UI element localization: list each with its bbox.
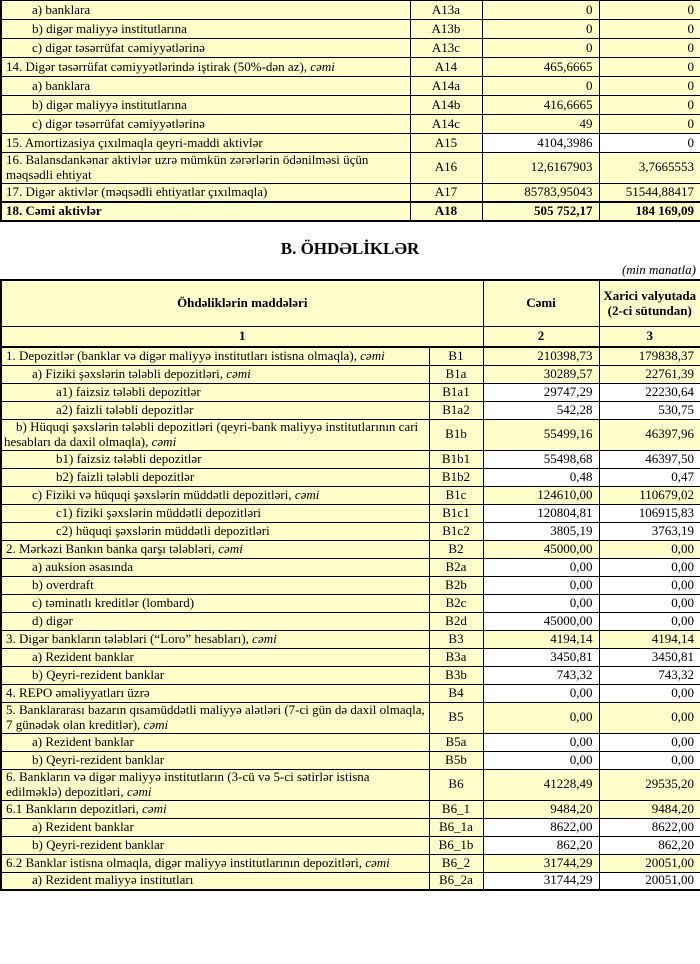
item-code: A14c	[410, 115, 482, 134]
value-foreign: 9484,20	[599, 800, 700, 818]
table-row	[1, 751, 700, 769]
value-foreign: 106915,83	[599, 504, 700, 522]
value-total: 29747,29	[483, 383, 599, 401]
value-foreign: 0,00	[599, 684, 700, 702]
item-label: c) digər təsərrüfat cəmiyyətlərinə	[1, 115, 410, 134]
value-foreign: 743,32	[599, 666, 700, 684]
item-label: 4. REPO əməliyyatları üzrə	[1, 684, 429, 702]
value-foreign: 20051,00	[599, 872, 700, 890]
item-code: B6_1	[429, 800, 483, 818]
item-label: 5. Banklararası bazarın qısamüddətli maliyyə alətləri (7-ci gün də daxil olmaqla, 7 günədək olan kreditlər), cəmi	[1, 702, 429, 733]
value-foreign: 0	[599, 77, 700, 96]
value-total: 30289,57	[483, 365, 599, 383]
table-row	[1, 854, 700, 872]
table-row	[1, 450, 700, 468]
value-foreign: 110679,02	[599, 486, 700, 504]
value-total: 0,00	[483, 594, 599, 612]
table-row	[1, 153, 700, 184]
item-label: 6. Bankların və digər maliyyə institutların (3-cü və 5-ci sətirlər istisna edilməklə) depozitləri, cəmi	[1, 769, 429, 800]
item-code: B3	[429, 630, 483, 648]
item-code: A13b	[410, 20, 482, 39]
value-total: 0,00	[483, 751, 599, 769]
item-label: b) Qeyri-rezident banklar	[1, 751, 429, 769]
value-foreign: 20051,00	[599, 854, 700, 872]
table-row	[1, 800, 700, 818]
item-code: B1c2	[429, 522, 483, 540]
item-label: b) Qeyri-rezident banklar	[1, 666, 429, 684]
value-total: 3450,81	[483, 648, 599, 666]
item-code: B1a	[429, 365, 483, 383]
table-row	[1, 522, 700, 540]
item-code: B1b	[429, 419, 483, 450]
value-foreign: 179838,37	[599, 347, 700, 365]
unit-note: (min manatla)	[621, 262, 696, 278]
table-row	[1, 594, 700, 612]
col-number-1: 1	[1, 326, 483, 347]
item-label-italic: cəmi	[360, 348, 385, 364]
item-label: b) digər maliyyə institutlarına	[1, 96, 410, 115]
item-label: b) overdraft	[1, 576, 429, 594]
col-number-2: 2	[483, 326, 599, 347]
item-code: B5b	[429, 751, 483, 769]
table-row	[1, 836, 700, 854]
value-foreign: 0,00	[599, 733, 700, 751]
item-code: B5a	[429, 733, 483, 751]
item-label: 6.1 Bankların depozitləri, cəmi	[1, 800, 429, 818]
value-foreign: 0	[599, 39, 700, 58]
value-foreign: 29535,20	[599, 769, 700, 800]
item-code: B2b	[429, 576, 483, 594]
item-label-italic: cəmi	[310, 58, 335, 74]
value-total: 9484,20	[483, 800, 599, 818]
item-label: d) digər	[1, 612, 429, 630]
value-foreign: 530,75	[599, 401, 700, 419]
value-total: 0,00	[483, 702, 599, 733]
table-row	[1, 383, 700, 401]
item-label: 2. Mərkəzi Bankın banka qarşı tələbləri, cəmi	[1, 540, 429, 558]
value-total: 743,32	[483, 666, 599, 684]
value-foreign: 0,00	[599, 576, 700, 594]
item-label-italic: cəmi	[143, 716, 169, 732]
item-label: 15. Amortizasiya çıxılmaqla qeyri-maddi aktivlər	[1, 134, 410, 153]
table-row	[1, 347, 700, 365]
value-foreign: 46397,50	[599, 450, 700, 468]
item-code: B6	[429, 769, 483, 800]
item-label: 3. Digər bankların tələbləri (“Loro” hesabları), cəmi	[1, 630, 429, 648]
item-label-italic: cəmi	[226, 365, 251, 381]
value-foreign: 0,00	[599, 612, 700, 630]
table-row	[1, 818, 700, 836]
item-label: a) Fiziki şəxslərin tələbli depozitləri, cəmi	[1, 365, 429, 383]
value-total: 41228,49	[483, 769, 599, 800]
value-total: 862,20	[483, 836, 599, 854]
table-row	[1, 630, 700, 648]
value-foreign: 0,47	[599, 468, 700, 486]
table-row	[1, 576, 700, 594]
value-total: 45000,00	[483, 540, 599, 558]
item-label-italic: cəmi	[218, 540, 243, 556]
table-row	[1, 648, 700, 666]
table-row	[1, 419, 700, 450]
item-label: 18. Cəmi aktivlər	[1, 202, 410, 221]
value-foreign: 0	[599, 58, 700, 77]
item-code: B2a	[429, 558, 483, 576]
value-foreign: 22230,64	[599, 383, 700, 401]
item-label-italic: cəmi	[365, 854, 390, 870]
table-row	[1, 183, 700, 202]
table-row	[1, 504, 700, 522]
item-code: A14	[410, 58, 482, 77]
table-row	[1, 77, 700, 96]
table-row	[1, 468, 700, 486]
item-label-italic: cəmi	[126, 783, 152, 799]
table-row	[1, 115, 700, 134]
value-total: 0,00	[483, 684, 599, 702]
value-total: 4194,14	[483, 630, 599, 648]
item-code: B2	[429, 540, 483, 558]
item-label: c) digər təsərrüfat cəmiyyətlərinə	[1, 39, 410, 58]
liabilities-table-body	[1, 347, 700, 890]
value-total: 505 752,17	[482, 202, 599, 221]
item-label: 16. Balansdankənar aktivlər uzrə mümkün zərərlərin ödənilməsi üçün məqsədli ehtiyat	[1, 153, 410, 184]
value-total: 124610,00	[483, 486, 599, 504]
item-label-italic: cəmi	[252, 630, 277, 646]
table-row	[1, 540, 700, 558]
value-foreign: 3450,81	[599, 648, 700, 666]
item-code: B1	[429, 347, 483, 365]
value-foreign: 0,00	[599, 702, 700, 733]
item-code: B4	[429, 684, 483, 702]
item-code: B1b1	[429, 450, 483, 468]
table-row	[1, 134, 700, 153]
item-label: a) Rezident banklar	[1, 733, 429, 751]
table-row	[1, 20, 700, 39]
item-label: c) Fiziki və hüquqi şəxslərin müddətli depozitləri, cəmi	[1, 486, 429, 504]
item-label: c1) fiziki şəxslərin müddətli depozitləri	[1, 504, 429, 522]
item-label: a) auksion əsasında	[1, 558, 429, 576]
item-label: a) banklara	[1, 1, 410, 20]
item-label: c2) hüquqi şəxslərin müddətli depozitləri	[1, 522, 429, 540]
col-header-foreign: Xarici valyutada (2-ci sütundan)	[599, 280, 700, 326]
value-total: 49	[482, 115, 599, 134]
item-code: B6_1a	[429, 818, 483, 836]
liabilities-table-header	[1, 280, 700, 347]
value-total: 3805,19	[483, 522, 599, 540]
value-total: 542,28	[483, 401, 599, 419]
value-foreign: 4194,14	[599, 630, 700, 648]
item-label-italic: cəmi	[142, 800, 167, 816]
value-total: 12,6167903	[482, 153, 599, 184]
value-total: 0	[482, 20, 599, 39]
value-total: 8622,00	[483, 818, 599, 836]
table-row	[1, 58, 700, 77]
item-code: A18	[410, 202, 482, 221]
item-label: 14. Digər təsərrüfat cəmiyyətlərində iştirak (50%-dən az), cəmi	[1, 58, 410, 77]
col-number-3: 3	[599, 326, 700, 347]
table-row	[1, 486, 700, 504]
value-foreign: 0	[599, 1, 700, 20]
item-code: A14a	[410, 77, 482, 96]
item-label: b) digər maliyyə institutlarına	[1, 20, 410, 39]
item-label: 1. Depozitlər (banklar və digər maliyyə institutları istisna olmaqla), cəmi	[1, 347, 429, 365]
value-total: 465,6665	[482, 58, 599, 77]
item-label: a1) faizsiz tələbli depozitlər	[1, 383, 429, 401]
value-total: 0	[482, 77, 599, 96]
value-foreign: 0	[599, 20, 700, 39]
value-foreign: 46397,96	[599, 419, 700, 450]
item-label: b) Hüquqi şəxslərin tələbli depozitləri (qeyri-bank maliyyə institutlarının cari hesabları da daxil olmaqla), cəmi	[1, 419, 429, 450]
table-row	[1, 666, 700, 684]
value-total: 210398,73	[483, 347, 599, 365]
value-total: 85783,95043	[482, 183, 599, 202]
table-row	[1, 96, 700, 115]
item-label: b) Qeyri-rezident banklar	[1, 836, 429, 854]
table-row	[1, 872, 700, 890]
table-row	[1, 702, 700, 733]
value-foreign: 862,20	[599, 836, 700, 854]
header-row	[1, 280, 700, 326]
item-label: a) Rezident banklar	[1, 818, 429, 836]
item-code: B6_2a	[429, 872, 483, 890]
item-code: A14b	[410, 96, 482, 115]
table-row	[1, 1, 700, 20]
item-code: B1c	[429, 486, 483, 504]
liabilities-table	[0, 279, 700, 891]
col-header-total: Cəmi	[483, 280, 599, 326]
item-label: b2) faizli tələbli depozitlər	[1, 468, 429, 486]
value-foreign: 0,00	[599, 594, 700, 612]
assets-table-body	[1, 1, 700, 222]
table-row	[1, 612, 700, 630]
item-label: a) Rezident maliyyə institutları	[1, 872, 429, 890]
item-code: B1a2	[429, 401, 483, 419]
value-foreign: 3763,19	[599, 522, 700, 540]
item-label: b1) faizsiz tələbli depozitlər	[1, 450, 429, 468]
value-total: 4104,3986	[482, 134, 599, 153]
value-total: 55498,68	[483, 450, 599, 468]
value-total: 120804,81	[483, 504, 599, 522]
item-code: A13a	[410, 1, 482, 20]
value-foreign: 8622,00	[599, 818, 700, 836]
column-numbers-row	[1, 326, 700, 347]
table-row	[1, 684, 700, 702]
item-label: a2) faizli tələbli depozitlər	[1, 401, 429, 419]
value-total: 0,00	[483, 576, 599, 594]
value-foreign: 0,00	[599, 540, 700, 558]
col-header-items: Öhdəliklərin maddələri	[1, 280, 483, 326]
item-label: a) banklara	[1, 77, 410, 96]
value-total: 0,00	[483, 733, 599, 751]
value-foreign: 3,7665553	[599, 153, 700, 184]
item-code: B3a	[429, 648, 483, 666]
value-total: 31744,29	[483, 872, 599, 890]
value-total: 45000,00	[483, 612, 599, 630]
value-foreign: 0,00	[599, 751, 700, 769]
item-code: B1b2	[429, 468, 483, 486]
value-foreign: 0	[599, 134, 700, 153]
item-label-italic: cəmi	[294, 486, 320, 502]
section-heading: B. ÖHDƏLİKLƏR	[280, 239, 420, 259]
item-code: B2c	[429, 594, 483, 612]
value-total: 416,6665	[482, 96, 599, 115]
value-foreign: 22761,39	[599, 365, 700, 383]
item-code: B3b	[429, 666, 483, 684]
item-label-italic: cəmi	[151, 433, 177, 449]
table-row	[1, 401, 700, 419]
item-code: B6_1b	[429, 836, 483, 854]
value-total: 0	[482, 1, 599, 20]
value-total: 0,00	[483, 558, 599, 576]
table-row	[1, 558, 700, 576]
item-label: 6.2 Banklar istisna olmaqla, digər maliyyə institutlarının depozitləri, cəmi	[1, 854, 429, 872]
item-code: A17	[410, 183, 482, 202]
value-total: 0	[482, 39, 599, 58]
table-row	[1, 365, 700, 383]
value-total: 0,48	[483, 468, 599, 486]
item-code: B2d	[429, 612, 483, 630]
table-row	[1, 39, 700, 58]
value-foreign: 0	[599, 115, 700, 134]
item-label: c) təminatlı kreditlər (lombard)	[1, 594, 429, 612]
item-code: B1c1	[429, 504, 483, 522]
item-code: A13c	[410, 39, 482, 58]
item-code: B5	[429, 702, 483, 733]
item-code: B6_2	[429, 854, 483, 872]
value-total: 31744,29	[483, 854, 599, 872]
item-code: B1a1	[429, 383, 483, 401]
item-code: A16	[410, 153, 482, 184]
value-foreign: 184 169,09	[599, 202, 700, 221]
item-label: a) Rezident banklar	[1, 648, 429, 666]
table-row	[1, 733, 700, 751]
assets-table	[0, 0, 700, 222]
value-foreign: 51544,88417	[599, 183, 700, 202]
item-label: 17. Digər aktivlər (məqsədli ehtiyatlar çıxılmaqla)	[1, 183, 410, 202]
table-row	[1, 202, 700, 221]
table-row	[1, 769, 700, 800]
item-code: A15	[410, 134, 482, 153]
value-foreign: 0	[599, 96, 700, 115]
value-foreign: 0,00	[599, 558, 700, 576]
value-total: 55499,16	[483, 419, 599, 450]
